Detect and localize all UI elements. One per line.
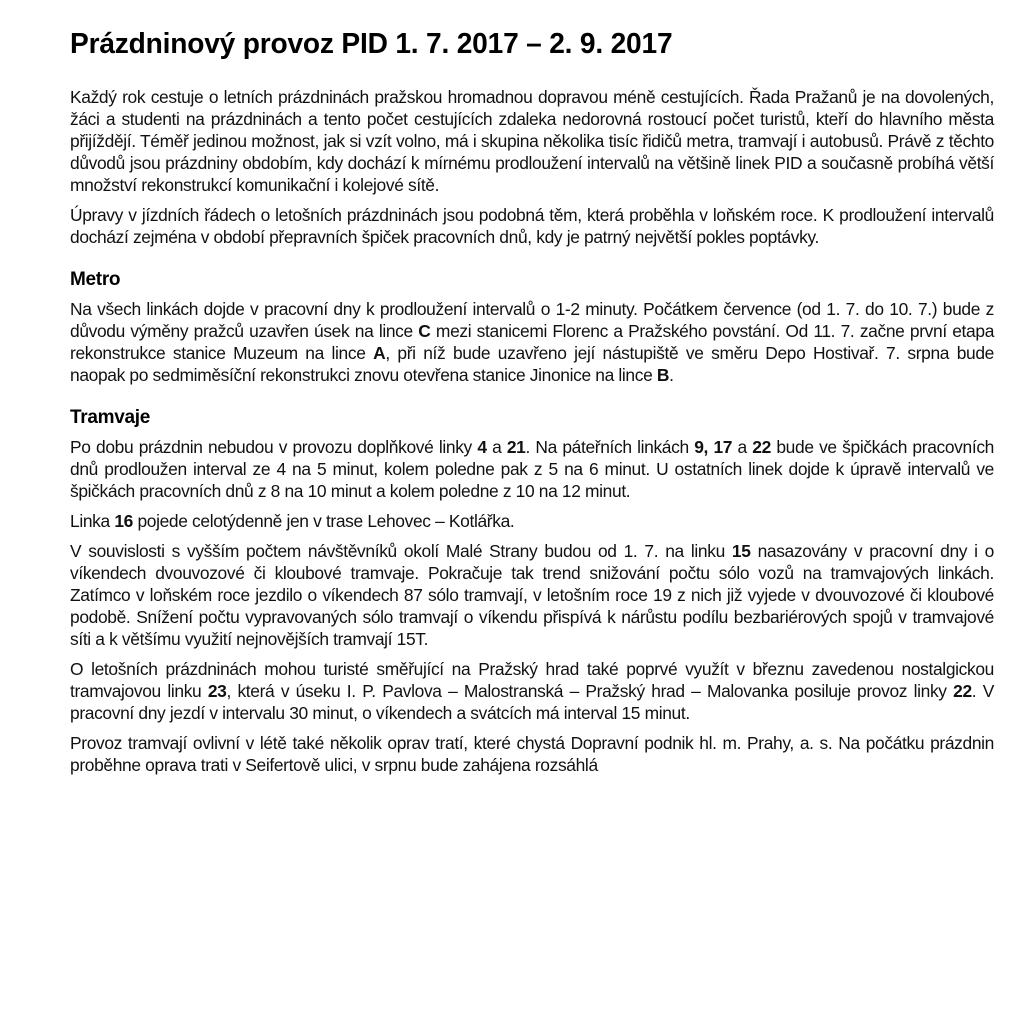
text-run: O letošních prázdninách mohou turisté směřující na Pražský hrad také poprvé využít v březnu zavedenou nostalgickou tramvajovou linku: [70, 659, 994, 701]
text-run: . Na páteřních linkách: [525, 437, 695, 457]
section-metro: [70, 268, 994, 386]
tram-line-22: 22: [953, 681, 972, 701]
text-run: pojede celotýdenně jen v trase Lehovec – Kotlářka.: [132, 511, 515, 531]
tram-line-15: 15: [731, 541, 751, 561]
section-heading-tram: Tramvaje: [70, 407, 150, 428]
text-run: nasazovány v pracovní dny i o víkendech dvouvozové či kloubové tramvaje. Pokračuje tak trend snižování počtu sólo vozů na tramvajových linkách. Zatímco v loňském roce jezdilo o víkendech 87 sólo tramvají, v letošním roce 19 z nich již vyjede v dvouvozové či kloubové podobě. Snížení počtu vypravovaných sólo tramvají o víkendu přispívá k nárůstu podílu bezbariérových spojů v tramvajové síti a k většímu využití nejnovějších tramvají 15T.: [70, 541, 994, 649]
text-run: mezi stanicemi Florenc a Pražského povstání. Od 11. 7. začne první etapa rekonstrukce stanice Muzeum na lince: [70, 321, 995, 363]
text-run: V souvislosti s vyšším počtem návštěvníků okolí Malé Strany budou od 1. 7. na linku: [70, 541, 732, 561]
intro-paragraph-2: Úpravy v jízdních řádech o letošních prázdninách jsou podobná těm, která proběhla v loňském roce. K prodloužení intervalů dochází zejména v období přepravních špiček pracovních dnů, kdy je patrný největší pokles poptávky.: [70, 205, 994, 247]
text-run: , která v úseku I. P. Pavlova – Malostranská – Pražský hrad – Malovanka posiluje provoz linky: [226, 681, 954, 701]
text-run: bude ve špičkách pracovních dnů prodloužen interval ze 4 na 5 minut, kolem poledne pak z 5 na 6 minut. U ostatních linek dojde k úpravě intervalů ve špičkách pracovních dnů z 8 na 10 minut a kolem poledne z 10 na 12 minut.: [70, 437, 995, 501]
text-run: Na všech linkách dojde v pracovní dny k prodloužení intervalů o 1-2 minuty. Počátkem července (od 1. 7. do 10. 7.) bude z důvodu výměny pražců uzavřen úsek na lince: [70, 299, 994, 341]
tram-lines-9-17: 9, 17: [694, 437, 733, 457]
text-run: . V pracovní dny jezdí v intervalu 30 minut, o víkendech a svátcích má interval 15 minut.: [70, 681, 994, 723]
metro-line-a: A: [373, 343, 386, 363]
text-run: a: [486, 437, 507, 457]
section-heading-metro: Metro: [70, 269, 121, 290]
metro-line-c: C: [418, 321, 431, 341]
tram-paragraph-4: [70, 658, 994, 724]
intro-paragraph-1: Každý rok cestuje o letních prázdninách pražskou hromadnou dopravou méně cestujících. Řada Pražanů je na dovolených, žáci a studenti na prázdninách a tento počet cestujících zdaleka nedorovná rostoucí počet turistů, kteří do hlavního města přijíždějí. Téměř jedinou možnost, jak si vzít volno, má i skupina několika tisíc řidičů metra, tramvají i autobusů. Právě z těchto důvodů jsou prázdniny obdobím, kdy dochází k mírnému prodloužení intervalů na většině linek PID a současně probíhá větší množství rekonstrukcí komunikační i kolejové sítě.: [70, 87, 994, 195]
tram-line-23: 23: [207, 681, 227, 701]
document-page: [70, 22, 994, 776]
tram-line-22: 22: [752, 437, 771, 457]
tram-paragraph-2: [70, 510, 994, 532]
text-run: a: [732, 437, 753, 457]
tram-paragraph-1: [70, 436, 994, 502]
metro-paragraph-1: [70, 298, 994, 386]
tram-line-16: 16: [114, 511, 133, 531]
text-run: Po dobu prázdnin nebudou v provozu doplňkové linky: [70, 437, 478, 457]
tram-paragraph-5: [70, 732, 994, 776]
tram-paragraph-3: [70, 540, 994, 650]
tram-line-4: 4: [477, 437, 487, 457]
metro-line-b: B: [656, 365, 670, 385]
text-run: Linka: [70, 511, 115, 531]
tram-line-21: 21: [506, 437, 526, 457]
section-tram: [70, 406, 994, 776]
text-run: Provoz tramvají ovlivní v létě také několik oprav tratí, které chystá Dopravní podnik hl. m. Prahy, a. s. Na počátku prázdnin proběhne oprava trati v Seifertově ulici, v srpnu bude zahájena rozsáhlá: [70, 733, 994, 775]
text-run: .: [669, 365, 674, 385]
text-run: , při níž bude uzavřeno její nástupiště ve směru Depo Hostivař. 7. srpna bude naopak po sedmiměsíční rekonstrukci znovu otevřena stanice Jinonice na lince: [70, 343, 994, 385]
page-title: Prázdninový provoz PID 1. 7. 2017 – 2. 9. 2017: [70, 28, 673, 60]
